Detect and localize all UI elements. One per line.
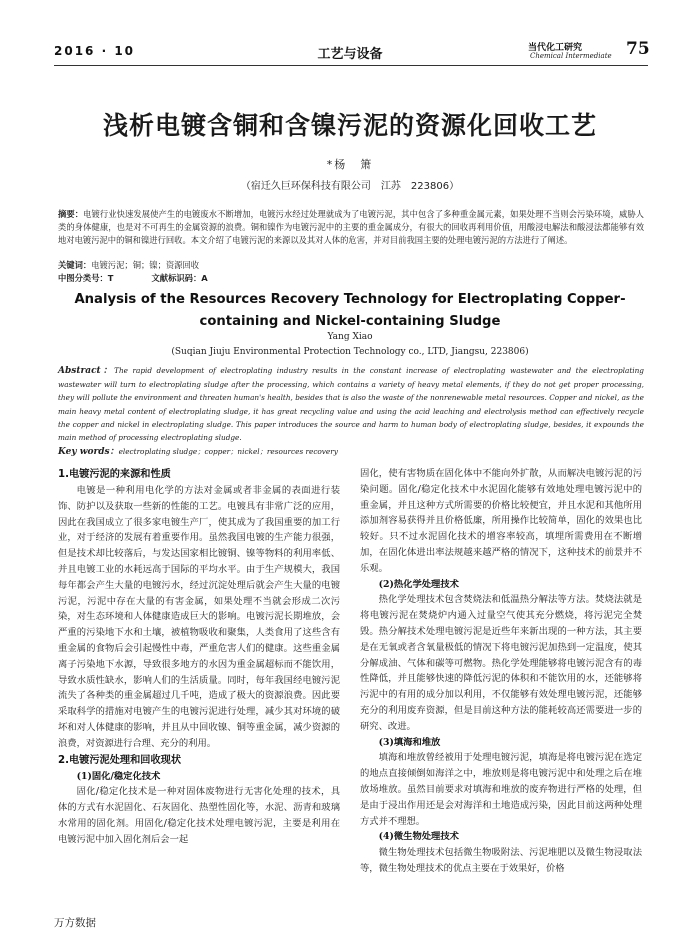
- paper-title-cn: 浅析电镀含铜和含镍污泥的资源化回收工艺: [102, 111, 597, 140]
- subsection-2-2-heading: (2)热化学处理技术: [378, 578, 459, 590]
- subsection-2-2-paragraph: 热化学处理技术包含焚烧法和低温热分解法等方法。焚烧法就是将电镀污泥在焚烧炉内通入过量空气使其充分燃烧，将污泥完全焚毁。热分解技术处理电镀污泥是近些年来新出现的一种方法，其主要是在无氧或者含氧量极低的情况下将电镀污泥加热到一定温度，使其分解成油、气体和碳等可燃物。热化学处理能够将电镀污泥含有的毒性降低，并且能够快速的降低污泥的体积和不能饮用的水，还能够将污泥中的有用的成分加以利用，不仅能够有效处理电镀污泥，还能够充分的利用废弃资源，但是目前这种方法的能耗较高还需要进一步的研究、改进。: [360, 594, 642, 732]
- body-column-right: [360, 466, 642, 877]
- header-divider: [54, 65, 648, 66]
- paper-title-en-line1: Analysis of the Resources Recovery Technology for Electroplating Copper-: [74, 292, 626, 307]
- abstract-en-label: Abstract：: [58, 366, 115, 376]
- section-title: 工艺与设备: [317, 47, 383, 62]
- abstract-en-text: The rapid development of electroplating industry results in the constant increase of electroplating wastewater and the electroplating wastewater will turn to electroplating sludge after the processing, which contains a variety of heavy metal elements, if they do not get proper processing, they will pollute the environment and threaten human's health, besides that is also the waste of the nonrenewable metal resources. Copper and nickel, as the main heavy metal content of electroplating sludge, it has great recycling value and using the acid leaching and electrolysis method can effectively recycle the copper and nickel in electroplating sludge. This paper introduces the source and harm to human body of electroplating sludge, besides, it expounds the main method of processing electroplating sludge.: [58, 366, 644, 443]
- paper-title-en-line2: containing and Nickel-containing Sludge: [199, 314, 501, 329]
- journal-name-en: Chemical Intermediate: [530, 52, 612, 60]
- subsection-2-1-paragraph: 固化/稳定化技术是一种对固体废物进行无害化处理的技术，具体的方式有水泥固化、石灰固化、热塑性固化等，水泥、沥青和玻璃水常用的固化剂。用固化/稳定化技术处理电镀污泥，主要是利用在电镀污泥中加入固化剂后会一起: [58, 786, 340, 845]
- author-cn: *杨 箫: [326, 158, 374, 171]
- footer-source: 万方数据: [54, 917, 96, 929]
- section-2-heading: 2.电镀污泥处理和回收现状: [58, 754, 182, 766]
- keywords-cn-text: 电镀污泥；铜；镍；资源回收: [91, 260, 200, 270]
- body-column-left: [58, 466, 340, 848]
- keywords-cn: [58, 259, 644, 272]
- affiliation-en: (Suqian Jiuju Environmental Protection Technology co., LTD, Jiangsu, 223806): [171, 347, 529, 357]
- classification-line: [58, 272, 644, 285]
- paper-title-en: [0, 289, 700, 333]
- abstract-cn-text: 电镀行业快速发展使产生的电镀废水不断增加，电镀污水经过处理就成为了电镀污泥，其中包含了多种重金属元素，如果处理不当则会污染环境，威胁人类的身体健康，也是对不可再生的金属资源的浪费。铜和镍作为电镀污泥中的主要的重金属成分，有很大的回收再利用价值，用酸浸电解法和酸浸法都能够有效地对电镀污泥中的铜和镍进行回收。本文介绍了电镀污泥的来源以及其对人体的危害，并对目前我国主要的处理电镀污泥的方法进行了阐述。: [58, 209, 644, 245]
- section-1-heading: 1.电镀污泥的来源和性质: [58, 469, 171, 480]
- subsection-2-3-heading: (3)填海和堆放: [378, 736, 441, 748]
- keywords-en-text: electroplating sludge；copper；nickel；resources recovery: [118, 447, 338, 456]
- classification-label: 中图分类号：: [58, 273, 108, 283]
- abstract-cn-label: 摘要：: [58, 209, 84, 219]
- keywords-en-label: Key words：: [58, 447, 119, 457]
- keywords-cn-label: 关键词：: [58, 260, 92, 270]
- page-number: 75: [626, 39, 650, 59]
- author-en: Yang Xiao: [327, 332, 373, 342]
- subsection-2-3-paragraph: 填海和堆放曾经被用于处理电镀污泥，填海是将电镀污泥在选定的地点直接倾倒如海洋之中，堆放则是将电镀污泥中和处理之后在堆放场堆放。虽然目前要求对填海和堆放的废弃物进行严格的处理，但是由于浸出作用还是会对海洋和土地造成污染，因此目前这两种处理方式并不理想。: [360, 752, 642, 827]
- doc-code-value: A: [201, 273, 208, 283]
- keywords-en: [58, 444, 644, 457]
- section-1-paragraph: 电镀是一种利用电化学的方法对金属或者非金属的表面进行装饰、防护以及获取一些新的性能的工艺。电镀具有非常广泛的应用，因此在我国成立了很多家电镀生产厂，使其成为了我国重要的加工行业，对于经济的发展有着重要作用。虽然我国电镀的生产能力很强，但是技术却比较落后，与发达国家相比镀铜、镍等物料的利用率低、并且电镀工业的水耗远高于国际的平均水平。由于生产规模大，我国每年都会产生大量的电镀污水，经过沉淀处理后就会产生大量的电镀污泥，污泥中存在大量的有害金属，如果处理不当就会形成二次污染，对生态环境和人体健康造成巨大的影响。电镀污泥长期堆放，会严重的污染地下水和土壤，被植物吸收和聚集，人类食用了这些含有重金属的食物后会引起慢性中毒，严重危害人们的健康。这些重金属离子污染地下水源，导致很多地方的水因为重金属超标而不能饮用，导致水质性缺水，影响人们的生活质量。同时，每年我国经电镀污泥流失了各种类的重金属超过几千吨，造成了极大的资源浪费。因此要采取科学的措施对电镀产生的电镀污泥进行处理，减少其对环境的破坏和对人体健康的影响，并且从中回收镍、铜等重金属，减少资源的浪费，对资源进行合理、充分的利用。: [58, 485, 340, 749]
- abstract-en: [58, 364, 644, 444]
- subsection-2-1-paragraph-cont: 固化，使有害物质在固化体中不能向外扩散，从而解决电镀污泥的污染问题。固化/稳定化技术中水泥固化能够有效地处理电镀污泥中的重金属，并且这种方式所需要的价格比较便宜，并且水泥和其他所用添加剂容易获得并且价格低廉，所用操作比较简单，固化的效果也比较好。只不过水泥固化技术的增容率较高，填埋所需费用在不断增加，在固化体进出率法规越来越严格的情况下，这种技术的前景并不乐观。: [360, 468, 642, 574]
- issue-label: 2016 · 10: [54, 44, 136, 58]
- subsection-2-4-paragraph: 微生物处理技术包括微生物吸附法、污泥堆肥以及微生物浸取法等，微生物处理技术的优点主要在于效果好，价格: [360, 847, 642, 874]
- classification-value: T: [107, 273, 114, 283]
- subsection-2-4-heading: (4)微生物处理技术: [378, 831, 459, 843]
- journal-name-cn: 当代化工研究: [528, 43, 583, 53]
- doc-code-label: 文献标识码：: [151, 273, 202, 283]
- subsection-2-1-heading: (1)固化/稳定化技术: [76, 770, 161, 782]
- abstract-cn: [58, 208, 644, 246]
- affiliation-cn: （宿迁久巨环保科技有限公司 江苏 223806）: [240, 181, 460, 192]
